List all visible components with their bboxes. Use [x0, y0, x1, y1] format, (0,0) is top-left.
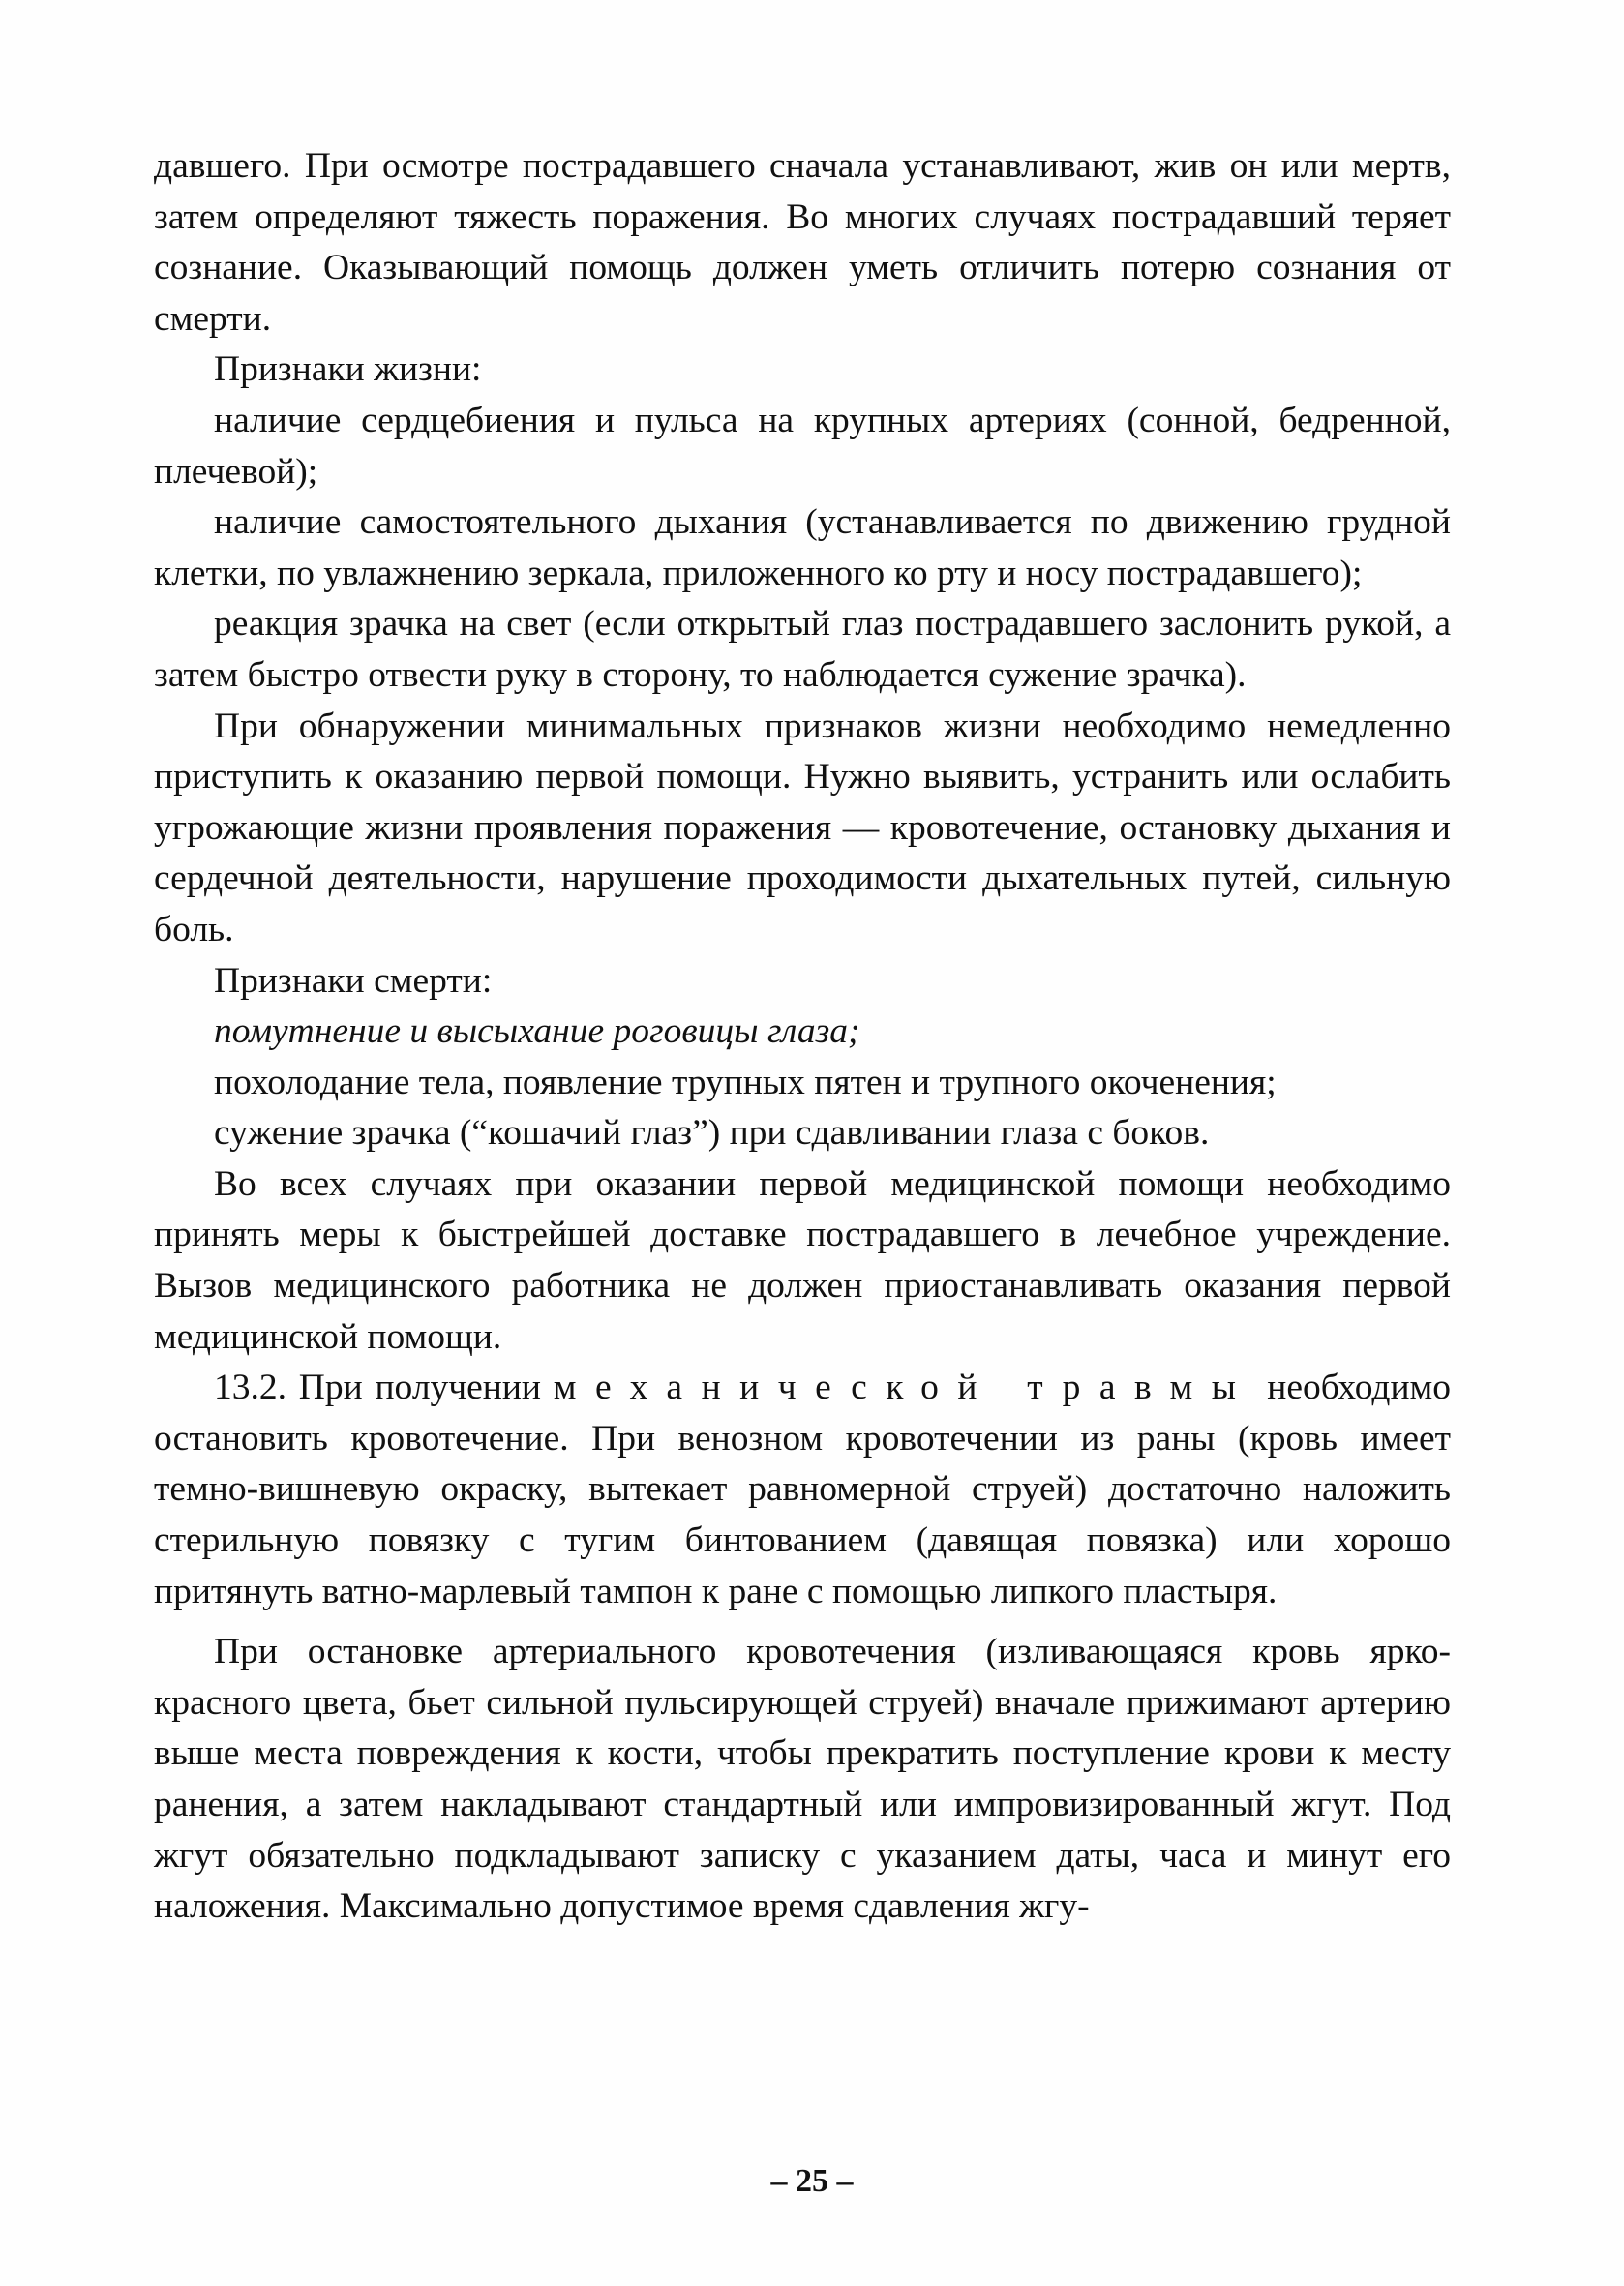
section-body: необходимо остановить кровотечение. При венозном кровотечении из раны (кровь имеет темно-вишневую окраску, вытекает равномерной струей) достаточно наложить стерильную повязку с тугим бинтованием (давящая повязка) или хорошо притянуть ватно-марлевый тампон к ране с помощью липкого пластыря. [154, 1368, 1451, 1611]
paragraph-minimal-signs: При обнаружении минимальных признаков жизни необходимо немедленно приступить к оказанию первой помощи. Нужно выявить, устранить или ослабить угрожающие жизни проявления поражения — кровотечение, остановку дыхания и сердечной деятельности, нарушение проходимости дыхательных путей, сильную боль. [154, 706, 1451, 949]
paragraph-arterial-bleeding: При остановке артериального кровотечения (изливающаяся кровь ярко-красного цвета, бьет сильной пульсирующей струей) вначале прижимают артерию выше места повреждения к кости, чтобы прекратить поступление крови к месту ранения, а затем накладывают стандартный или импровизированный жгут. Под жгут обязательно подкладывают записку с указанием даты, часа и минут его наложения. Максимально допустимое время сдавления жгу- [154, 1632, 1451, 1927]
paragraph-continuation: давшего. При осмотре пострадавшего сначала устанавливают, жив он или мертв, затем определяют тяжесть поражения. Во многих случаях пострадавший теряет сознание. Оказывающий помощь должен уметь отличить потерю сознания от смерти. [154, 146, 1451, 339]
death-sign-pupil: сужение зрачка (“кошачий глаз”) при сдавливании глаза с боков. [214, 1113, 1210, 1154]
page-body [154, 141, 1451, 1933]
paragraph-all-cases: Во всех случаях при оказании первой медицинской помощи необходимо принять меры к быстрейшей доставке пострадавшего в лечебное учреждение. Вызов медицинского работника не должен приостанавливать оказания первой медицинской помощи. [154, 1163, 1451, 1357]
life-sign-breathing: наличие самостоятельного дыхания (устанавливается по движению грудной клетки, по увлажнению зеркала, приложенного ко рту и носу пострадавшего); [154, 502, 1451, 593]
page-number: – 25 – [770, 2163, 854, 2199]
death-signs-heading: Признаки смерти: [214, 960, 493, 1001]
life-sign-heartbeat: наличие сердцебиения и пульса на крупных артериях (сонной, бедренной, плечевой); [154, 400, 1451, 492]
section-number: 13.2. [214, 1368, 286, 1408]
death-sign-cornea: помутнение и высыхание роговицы глаза; [214, 1011, 860, 1052]
life-signs-heading: Признаки жизни: [214, 349, 482, 390]
section-term-spaced: механической травмы [553, 1368, 1255, 1408]
life-sign-pupil-reaction: реакция зрачка на свет (если открытый глаз пострадавшего заслонить рукой, а затем быстро отвести руку в сторону, то наблюдается сужение зрачка). [154, 604, 1451, 695]
section-13-2 [154, 1363, 1451, 1617]
death-sign-cooling: похолодание тела, появление трупных пятен и трупного окоченения; [214, 1062, 1277, 1102]
section-intro: При получении [298, 1368, 541, 1408]
